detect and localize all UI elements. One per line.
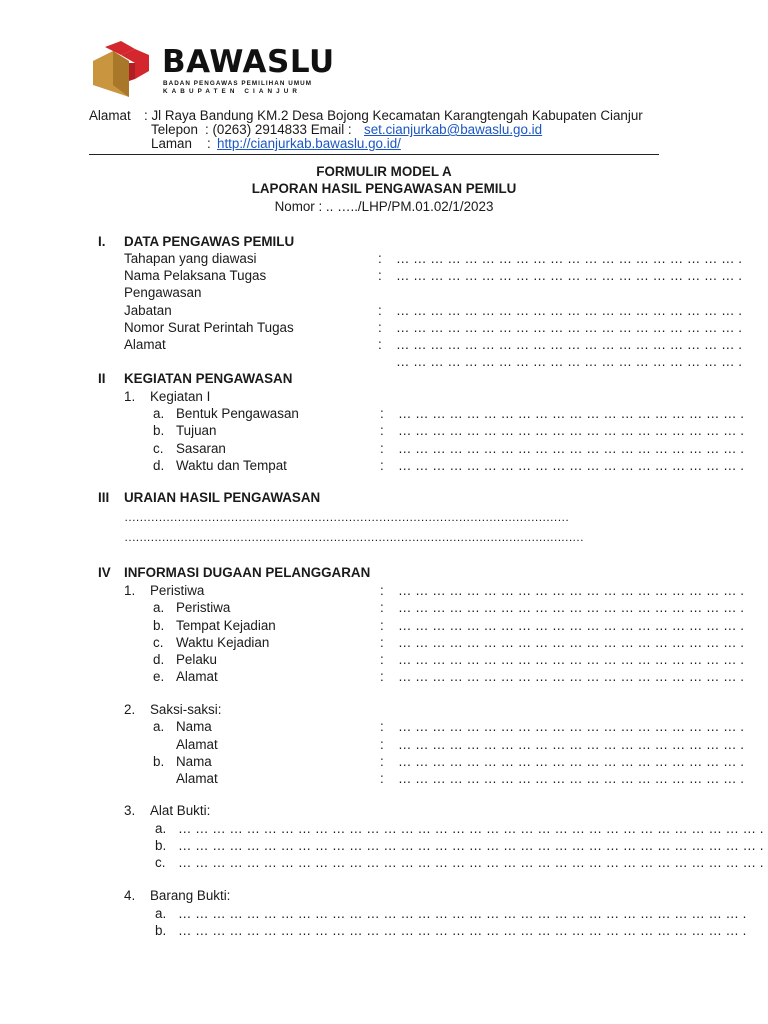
list-letter: a. bbox=[153, 600, 165, 615]
barang-bukti-dots-b[interactable]: … … … … … … … … … … … … … … … … … … … … … … … … … … … … … … … … … . bbox=[178, 923, 747, 938]
field-dots-tempat[interactable]: … … … … … … … … … … … … … … … … … … … … . bbox=[398, 618, 744, 633]
website-link[interactable]: http://cianjurkab.bawaslu.go.id/ bbox=[217, 136, 401, 151]
alat-bukti-dots-b[interactable]: … … … … … … … … … … … … … … … … … … … … … … … … … … … … … … … … … … . bbox=[178, 838, 764, 853]
header-divider bbox=[89, 154, 659, 155]
list-number: 2. bbox=[124, 702, 136, 717]
alat-bukti-dots-c[interactable]: … … … … … … … … … … … … … … … … … … … … … … … … … … … … … … … … … … . bbox=[178, 855, 764, 870]
colon: : bbox=[380, 754, 384, 769]
field-label-saksi-alamat-a: Alamat bbox=[176, 737, 218, 752]
field-dots-tahapan[interactable]: … … … … … … … … … … … … … … … … … … … … . bbox=[396, 251, 742, 266]
form-title: FORMULIR MODEL A bbox=[316, 164, 452, 179]
field-dots-saksi-nama-b[interactable]: … … … … … … … … … … … … … … … … … … … … . bbox=[398, 754, 744, 769]
field-label-sasaran: Sasaran bbox=[176, 441, 226, 456]
colon: : bbox=[380, 441, 384, 456]
laman-label: Laman bbox=[151, 136, 192, 151]
logo-subtitle-2: KABUPATEN CIANJUR bbox=[163, 88, 302, 95]
barang-bukti-dots-a[interactable]: … … … … … … … … … … … … … … … … … … … … … … … … … … … … … … … … … . bbox=[178, 906, 747, 921]
list-letter: a. bbox=[155, 906, 167, 921]
saksi-label: Saksi-saksi: bbox=[150, 702, 222, 717]
field-dots-nomor-surat[interactable]: … … … … … … … … … … … … … … … … … … … … . bbox=[396, 320, 742, 335]
colon: : bbox=[380, 719, 384, 734]
field-label-bentuk: Bentuk Pengawasan bbox=[176, 406, 299, 421]
form-subtitle: LAPORAN HASIL PENGAWASAN PEMILU bbox=[251, 181, 517, 196]
form-number: Nomor : .. …../LHP/PM.01.02/1/2023 bbox=[274, 199, 494, 214]
field-label-saksi-alamat-b: Alamat bbox=[176, 771, 218, 786]
barang-bukti-label: Barang Bukti: bbox=[150, 888, 231, 903]
colon: : bbox=[380, 737, 384, 752]
field-label-waktu-kejadian: Waktu Kejadian bbox=[176, 635, 270, 650]
field-dots-alamat-pelaku[interactable]: … … … … … … … … … … … … … … … … … … … … . bbox=[398, 669, 744, 684]
list-number: 1. bbox=[124, 389, 136, 404]
list-number: 3. bbox=[124, 803, 136, 818]
field-label-nama-pelaksana: Nama Pelaksana Tugas bbox=[124, 268, 267, 283]
list-letter: b. bbox=[153, 754, 165, 769]
field-label-tempat: Tempat Kejadian bbox=[176, 618, 276, 633]
logo-subtitle-1: BADAN PENGAWAS PEMILIHAN UMUM bbox=[163, 80, 313, 87]
field-label-alamat-pelaku: Alamat bbox=[176, 669, 218, 684]
alamat-value: : Jl Raya Bandung KM.2 Desa Bojong Kecamatan Karangtengah Kabupaten Cianjur bbox=[144, 108, 643, 123]
list-letter: c. bbox=[155, 855, 166, 870]
field-label-waktu: Waktu dan Tempat bbox=[176, 458, 287, 473]
list-number: 1. bbox=[124, 583, 136, 598]
list-letter: a. bbox=[153, 406, 165, 421]
email-link[interactable]: set.cianjurkab@bawaslu.go.id bbox=[364, 122, 543, 137]
colon: : bbox=[378, 320, 382, 335]
colon: : bbox=[380, 406, 384, 421]
section-4-number: IV bbox=[98, 565, 111, 580]
colon: : bbox=[378, 337, 382, 352]
field-label-tujuan: Tujuan bbox=[176, 423, 217, 438]
field-label-peristiwa: Peristiwa bbox=[176, 600, 231, 615]
colon: : bbox=[380, 583, 384, 598]
colon: : bbox=[380, 652, 384, 667]
list-letter: a. bbox=[153, 719, 165, 734]
list-letter: e. bbox=[153, 669, 165, 684]
uraian-dots-1[interactable]: ……………………………………………………………………………………………………… bbox=[124, 510, 569, 524]
list-letter: c. bbox=[153, 441, 164, 456]
list-number: 4. bbox=[124, 888, 136, 903]
field-dots-peristiwa-header[interactable]: … … … … … … … … … … … … … … … … … … … … . bbox=[398, 583, 744, 598]
alamat-label: Alamat bbox=[89, 108, 131, 123]
field-dots-peristiwa[interactable]: … … … … … … … … … … … … … … … … … … … … . bbox=[398, 600, 744, 615]
colon: : bbox=[378, 303, 382, 318]
telepon-label: Telepon bbox=[151, 122, 198, 137]
field-label-saksi-nama-b: Nama bbox=[176, 754, 212, 769]
list-letter: b. bbox=[153, 618, 165, 633]
section-2-number: II bbox=[98, 371, 106, 386]
field-dots-saksi-nama-a[interactable]: … … … … … … … … … … … … … … … … … … … … . bbox=[398, 719, 744, 734]
field-dots-bentuk[interactable]: … … … … … … … … … … … … … … … … … … … … . bbox=[398, 406, 744, 421]
list-letter: d. bbox=[153, 652, 165, 667]
field-dots-pelaku[interactable]: … … … … … … … … … … … … … … … … … … … … . bbox=[398, 652, 744, 667]
list-letter: a. bbox=[155, 821, 167, 836]
field-dots-tujuan[interactable]: … … … … … … … … … … … … … … … … … … … … . bbox=[398, 423, 744, 438]
section-2-title: KEGIATAN PENGAWASAN bbox=[124, 371, 293, 386]
field-dots-waktu-kejadian[interactable]: … … … … … … … … … … … … … … … … … … … … . bbox=[398, 635, 744, 650]
field-label-pelaku: Pelaku bbox=[176, 652, 217, 667]
colon: : bbox=[380, 423, 384, 438]
colon: : bbox=[380, 771, 384, 786]
list-letter: d. bbox=[153, 458, 165, 473]
field-label-jabatan: Jabatan bbox=[124, 303, 172, 318]
section-3-title: URAIAN HASIL PENGAWASAN bbox=[124, 490, 321, 505]
field-dots-nama-pelaksana[interactable]: … … … … … … … … … … … … … … … … … … … … . bbox=[396, 268, 742, 283]
section-1-title: DATA PENGAWAS PEMILU bbox=[124, 234, 295, 249]
bawaslu-logo-icon bbox=[91, 41, 153, 99]
section-1-number: I. bbox=[98, 234, 106, 249]
colon: : bbox=[380, 458, 384, 473]
list-letter: c. bbox=[153, 635, 164, 650]
list-letter: b. bbox=[155, 923, 167, 938]
peristiwa-label: Peristiwa bbox=[150, 583, 205, 598]
field-dots-saksi-alamat-b[interactable]: … … … … … … … … … … … … … … … … … … … … . bbox=[398, 771, 744, 786]
uraian-dots-2[interactable]: …………………………………………………………………………………………………………… bbox=[124, 530, 584, 544]
field-label-nomor-surat: Nomor Surat Perintah Tugas bbox=[124, 320, 294, 335]
field-dots-waktu[interactable]: … … … … … … … … … … … … … … … … … … … … . bbox=[398, 458, 744, 473]
telepon-value: : (0263) 2914833 Email : bbox=[205, 122, 352, 137]
laman-separator: : bbox=[207, 136, 211, 151]
field-dots-sasaran[interactable]: … … … … … … … … … … … … … … … … … … … … . bbox=[398, 441, 744, 456]
alat-bukti-dots-a[interactable]: … … … … … … … … … … … … … … … … … … … … … … … … … … … … … … … … … … . bbox=[178, 821, 764, 836]
field-dots-saksi-alamat-a[interactable]: … … … … … … … … … … … … … … … … … … … … . bbox=[398, 737, 744, 752]
field-dots-alamat-2[interactable]: … … … … … … … … … … … … … … … … … … … … . bbox=[396, 354, 742, 369]
colon: : bbox=[380, 669, 384, 684]
colon: : bbox=[380, 635, 384, 650]
section-4-title: INFORMASI DUGAAN PELANGGARAN bbox=[124, 565, 371, 580]
field-label-saksi-nama-a: Nama bbox=[176, 719, 212, 734]
colon: : bbox=[378, 251, 382, 266]
field-label-alamat: Alamat bbox=[124, 337, 166, 352]
colon: : bbox=[380, 600, 384, 615]
alat-bukti-label: Alat Bukti: bbox=[150, 803, 211, 818]
field-dots-jabatan[interactable]: … … … … … … … … … … … … … … … … … … … … . bbox=[396, 303, 742, 318]
colon: : bbox=[380, 618, 384, 633]
field-label-tahapan: Tahapan yang diawasi bbox=[124, 251, 257, 266]
list-letter: b. bbox=[153, 423, 165, 438]
logo-name: BAWASLU bbox=[162, 44, 335, 80]
colon: : bbox=[378, 268, 382, 283]
field-dots-alamat[interactable]: … … … … … … … … … … … … … … … … … … … … . bbox=[396, 337, 742, 352]
list-letter: b. bbox=[155, 838, 167, 853]
kegiatan-label: Kegiatan I bbox=[150, 389, 211, 404]
section-3-number: III bbox=[98, 490, 110, 505]
field-label-nama-pelaksana-cont: Pengawasan bbox=[124, 285, 202, 300]
